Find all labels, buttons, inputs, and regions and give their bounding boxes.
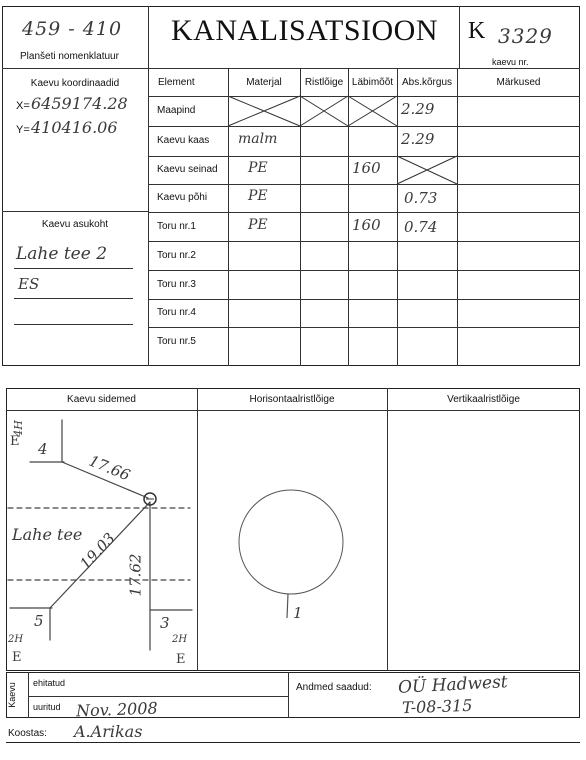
col-header-diameter: Läbimõõt — [351, 77, 394, 88]
cell-diameter-toru-1: 160 — [352, 216, 381, 234]
row-element-toru-2: Toru nr.2 — [157, 250, 196, 261]
location-line-1: Lahe tee 2 — [16, 244, 108, 264]
x-coordinate-value: 6459174.28 — [31, 94, 128, 113]
top-building-letter: E — [10, 434, 20, 449]
data-source-line-1: OÜ Hadwest — [397, 672, 509, 698]
author-value: A.Arikas — [74, 722, 143, 741]
row-element-toru-4: Toru nr.4 — [157, 307, 196, 318]
cell-material-toru-1: PE — [248, 217, 268, 233]
cell-abs-kaevu-pohi: 0.73 — [404, 189, 438, 207]
row-element-kaevu-seinad: Kaevu seinad — [157, 164, 218, 175]
measured-value: Nov. 2008 — [75, 698, 158, 721]
page-title: KANALISATSIOON — [171, 14, 438, 47]
coordinates-heading: Kaevu koordinaadid — [30, 78, 120, 89]
horizontal-section-heading: Horisontaalristlõige — [249, 394, 335, 405]
col-header-abs-height: Abs.kõrgus — [401, 77, 453, 88]
y-coordinate-prefix: Y= — [16, 124, 30, 136]
top-building-number: 4 — [38, 440, 48, 458]
footer-side-divider — [28, 672, 29, 718]
data-source-line-2: T-08-315 — [401, 695, 473, 718]
cell-diameter-kaevu-seinad: 160 — [352, 159, 381, 177]
footer-source-divider — [288, 672, 289, 718]
k-letter: K — [468, 18, 486, 44]
links-heading: Kaevu sidemed — [67, 394, 136, 405]
y-coordinate-value: 410416.06 — [31, 118, 118, 137]
sheet-number-handwritten: 459 - 410 — [22, 18, 123, 40]
location-line-2: ES — [18, 275, 40, 293]
distance-diagonal: 19.03 — [76, 529, 119, 573]
footer-side-label: Kaevu — [6, 682, 17, 708]
measured-label: uuritud — [33, 702, 61, 712]
top-building-marker: 4H — [11, 420, 25, 437]
row-element-toru-1: Toru nr.1 — [157, 221, 196, 232]
author-label: Koostas: — [8, 728, 47, 739]
x-coordinate-prefix: X= — [16, 100, 30, 112]
built-label: ehitatud — [33, 678, 66, 688]
row-element-toru-5: Toru nr.5 — [157, 336, 196, 347]
bottom-right-building-marker: 2H — [172, 634, 188, 645]
vertical-section-heading: Vertikaalristlõige — [447, 394, 520, 405]
bottom-left-building-number: 5 — [34, 612, 44, 630]
location-heading: Kaevu asukoht — [41, 219, 109, 230]
row-element-maapind: Maapind — [157, 105, 196, 116]
col-header-element: Element — [158, 77, 195, 88]
distance-top: 17.66 — [86, 451, 133, 485]
row-element-toru-3: Toru nr.3 — [157, 279, 196, 290]
bottom-right-building-letter: E — [176, 652, 186, 667]
row-element-kaevu-pohi: Kaevu põhi — [157, 192, 208, 203]
distance-vertical: 17.62 — [126, 553, 145, 597]
bottom-right-building-number: 3 — [160, 614, 170, 632]
bottom-left-building-letter: E — [12, 650, 22, 665]
cell-material-kaevu-pohi: PE — [248, 188, 268, 204]
data-source-label: Andmed saadud: — [296, 682, 372, 693]
street-name: Lahe tee — [12, 525, 83, 544]
col-header-cross-section: Ristlõige — [304, 77, 344, 88]
author-row-line — [6, 742, 580, 743]
footer-row-divider — [28, 696, 288, 697]
well-number-handwritten: 3329 — [498, 24, 553, 48]
cell-abs-maapind: 2.29 — [401, 100, 435, 118]
col-header-notes: Märkused — [496, 77, 541, 88]
row-element-kaevu-kaas: Kaevu kaas — [157, 135, 210, 146]
cell-material-kaevu-kaas: malm — [238, 131, 278, 147]
col-header-material: Materjal — [246, 77, 282, 88]
well-number-label: kaevu nr. — [492, 57, 529, 67]
bottom-left-building-marker: 2H — [8, 634, 24, 645]
cell-material-kaevu-seinad: PE — [248, 160, 268, 176]
cell-abs-toru-1: 0.74 — [404, 218, 438, 236]
horizontal-pipe-label: 1 — [293, 604, 303, 622]
cell-abs-kaevu-kaas: 2.29 — [401, 130, 435, 148]
sheet-label: Planšeti nomenklatuur — [20, 51, 119, 62]
